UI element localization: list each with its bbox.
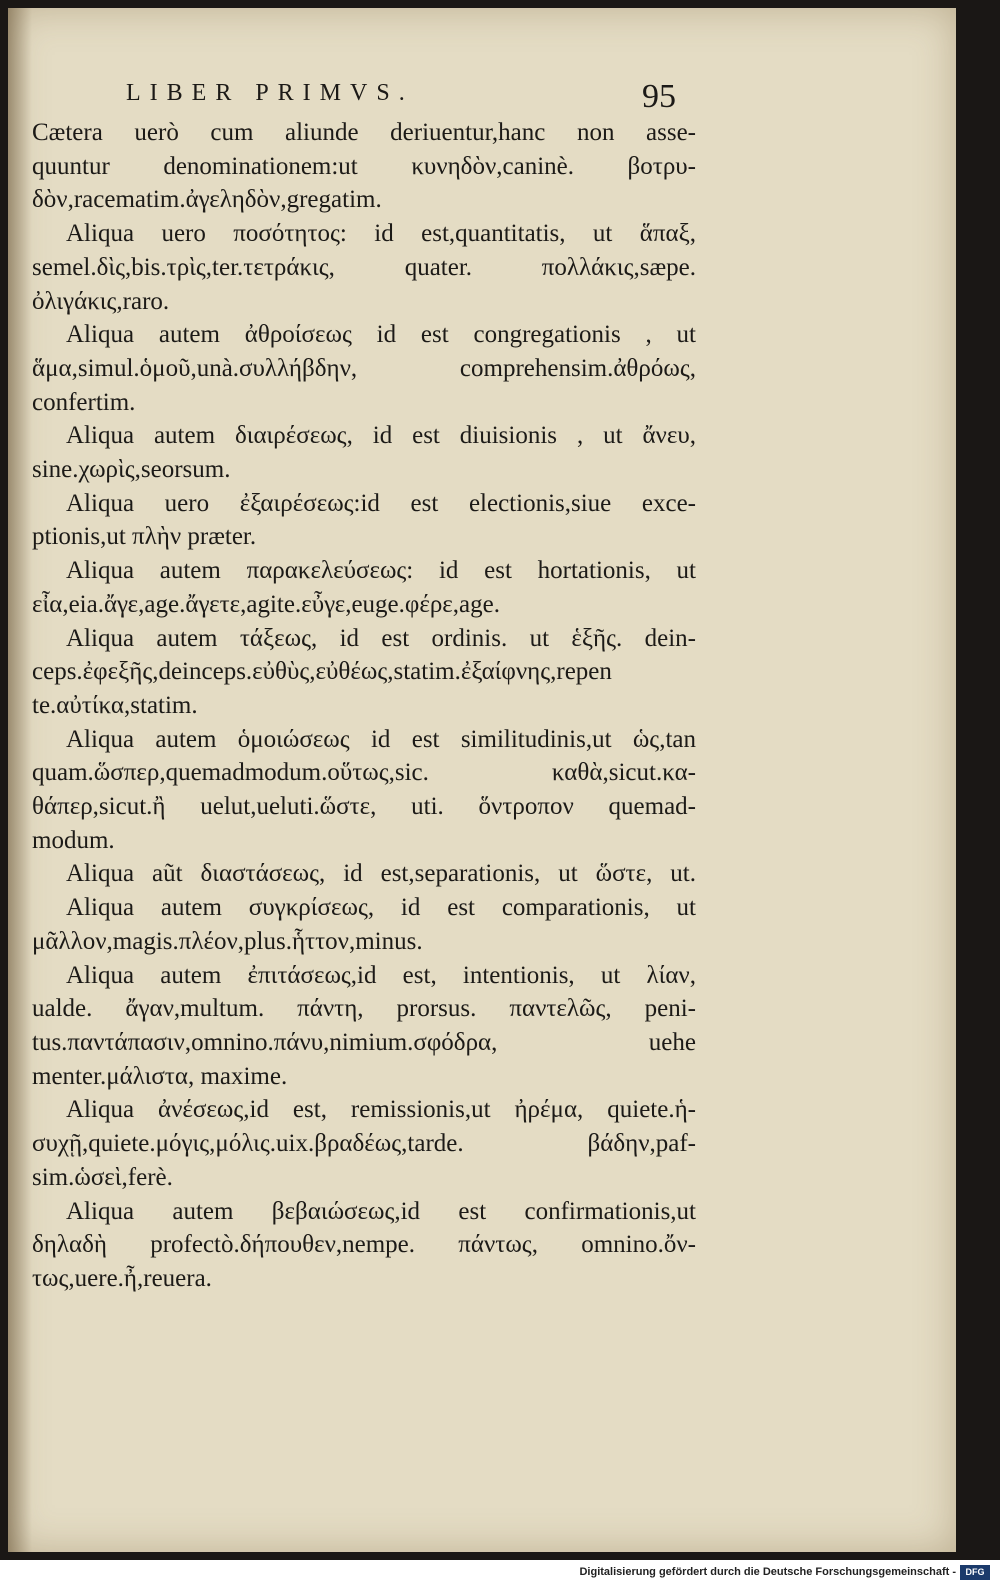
text-line: semel.δὶς,bis.τρὶς,ter.τετράκις, quater. πολλάκις,sæpe.: [32, 253, 696, 281]
text-line: Aliqua autem τάξεως, id est ordinis. ut ἑξῆς. dein-: [66, 624, 696, 652]
text-line: Aliqua autem παρακελεύσεως: id est hortationis, ut: [66, 557, 696, 585]
text-line: Aliqua autem βεβαιώσεως,id est confirmationis,ut: [66, 1197, 696, 1225]
text-line: ceps.ἐφεξῆς,deinceps.εὐθὺς,εὐθέως,statim.ἐξαίφνης,repen: [32, 658, 612, 686]
text-line: menter.μάλιστα, maxime.: [32, 1062, 288, 1090]
book-page: [8, 8, 956, 1552]
running-head: LIBER PRIMVS.: [126, 80, 414, 106]
text-line: Cætera uerò cum aliunde deriuentur,hanc non asse-: [32, 119, 696, 146]
text-line: δηλαδὴ profectò.δήπουθεν,nempe. πάντως, omnino.ὄν-: [32, 1231, 696, 1259]
text-line: te.αὐτίκα,statim.: [32, 691, 198, 719]
text-line: tus.παντάπασιν,omnino.πάνυ,nimium.σφόδρα, uehe: [32, 1028, 696, 1056]
text-line: quuntur denominationem:ut κυνηδὸν,caninè. βοτρυ-: [32, 152, 696, 180]
text-line: Aliqua autem ὁμοιώσεως id est similitudinis,ut ὡς,tan: [66, 725, 696, 753]
text-line: Aliqua uero ποσότητος: id est,quantitatis, ut ἅπαξ,: [66, 220, 696, 248]
text-line: Aliqua autem ἐπιτάσεως,id est, intentionis, ut λίαν,: [66, 961, 696, 989]
text-line: modum.: [32, 826, 115, 854]
text-line: θάπερ,sicut.ἢ uelut,ueluti.ὥστε, uti. ὅντροπον quemad-: [32, 793, 696, 821]
text-line: ὀλιγάκις,raro.: [32, 287, 170, 315]
text-line: Aliqua autem διαιρέσεως, id est diuisionis , ut ἄνευ,: [66, 422, 696, 450]
text-line: confertim.: [32, 388, 136, 416]
text-line: Aliqua uero ἐξαιρέσεως:id est electionis,siue exce-: [66, 489, 696, 517]
text-line: συχῇ,quiete.μόγις,μόλις.uix.βραδέως,tarde. βάδην,paf-: [32, 1130, 696, 1158]
text-line: ualde. ἄγαν,multum. πάντη, prorsus. παντελῶς, peni-: [32, 995, 696, 1023]
text-line: δὸν,racematim.ἀγεληδὸν,gregatim.: [32, 186, 382, 214]
text-line: ἅμα,simul.ὁμοῦ,unà.συλλήβδην, comprehensim.ἀθρόως,: [32, 354, 696, 382]
text-line: Aliqua ἀνέσεως,id est, remissionis,ut ἠρέμα, quiete.ἡ-: [66, 1096, 696, 1124]
page-body: [32, 116, 696, 1296]
text-line: Aliqua aũt διαστάσεως, id est,separationis, ut ὥστε, ut.: [66, 860, 696, 888]
text-line: τως,uere.ἦ,reuera.: [32, 1264, 212, 1292]
text-line: εἶα,eia.ἄγε,age.ἄγετε,agite.εὖγε,euge.φέρε,age.: [32, 590, 500, 618]
text-line: ptionis,ut πλὴν præter.: [32, 523, 257, 551]
page-number: 95: [642, 78, 676, 115]
text-line: sim.ὡσεὶ,ferè.: [32, 1163, 173, 1191]
digitization-credit: Digitalisierung gefördert durch die Deutsche Forschungsgemeinschaft -: [579, 1566, 956, 1578]
text-line: sine.χωρὶς,seorsum.: [32, 456, 231, 484]
text-line: Aliqua autem συγκρίσεως, id est comparationis, ut: [66, 894, 696, 922]
text-line: Aliqua autem ἀθροίσεως id est congregationis , ut: [66, 321, 696, 349]
text-line: μᾶλλον,magis.πλέον,plus.ἧττον,minus.: [32, 927, 423, 955]
dfg-logo: DFG: [960, 1565, 990, 1580]
text-line: quam.ὥσπερ,quemadmodum.οὕτως,sic. καθὰ,sicut.κα-: [32, 759, 696, 787]
